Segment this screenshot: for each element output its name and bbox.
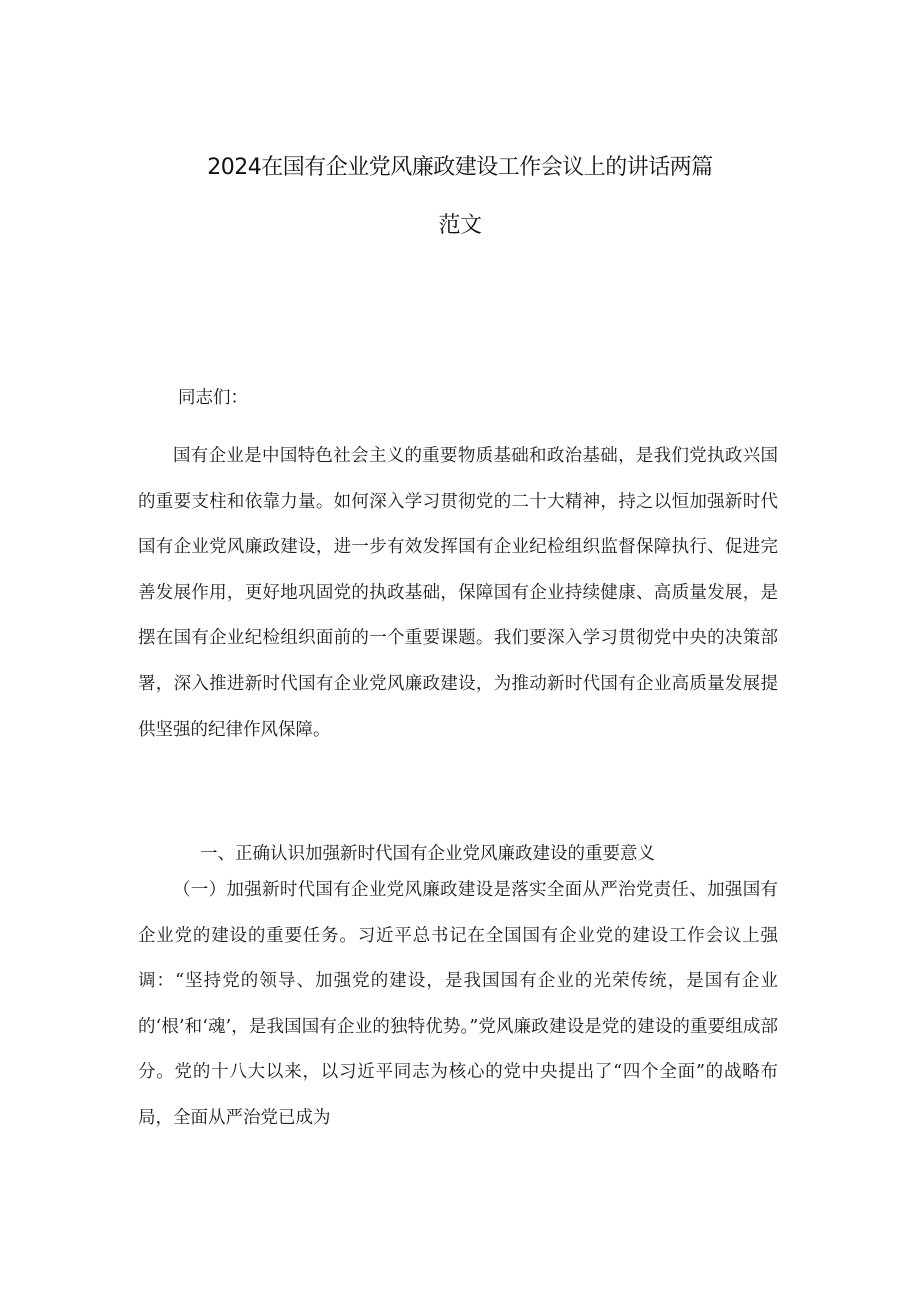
paragraph-section-1-1: （一）加强新时代国有企业党风廉政建设是落实全面从严治党责任、加强国有企业党的建设的重要任务。习近平总书记在全国国有企业党的建设工作会议上强调：“坚持党的领导、加强党的建设，是我国国有企业的光荣传统，是国有企业的‘根’和‘魂’，是我国国有企业的独特优势。”党风廉政建设是党的建设的重要组成部分。党的十八大以来，以习近平同志为核心的党中央提出了“四个全面”的战略布局，全面从严治党已成为: [138, 880, 778, 1128]
paragraph-intro: 国有企业是中国特色社会主义的重要物质基础和政治基础，是我们党执政兴国的重要支柱和依靠力量。如何深入学习贯彻党的二十大精神，持之以恒加强新时代国有企业党风廉政建设，进一步有效发挥国有企业纪检组织监督保障执行、促进完善发展作用，更好地巩固党的执政基础，保障国有企业持续健康、高质量发展，是摆在国有企业纪检组织面前的一个重要课题。我们要深入学习贯彻党中央的决策部署，深入推进新时代国有企业党风廉政建设，为推动新时代国有企业高质量发展提供坚强的纪律作风保障。: [138, 446, 778, 740]
section-heading-1: 一、正确认识加强新时代国有企业党风廉政建设的重要意义: [200, 844, 655, 864]
document-title-line-2: 范文: [438, 213, 482, 238]
salutation: 同志们：: [178, 388, 248, 408]
document-title-line-1: 2024在国有企业党风廉政建设工作会议上的讲话两篇: [207, 155, 713, 180]
